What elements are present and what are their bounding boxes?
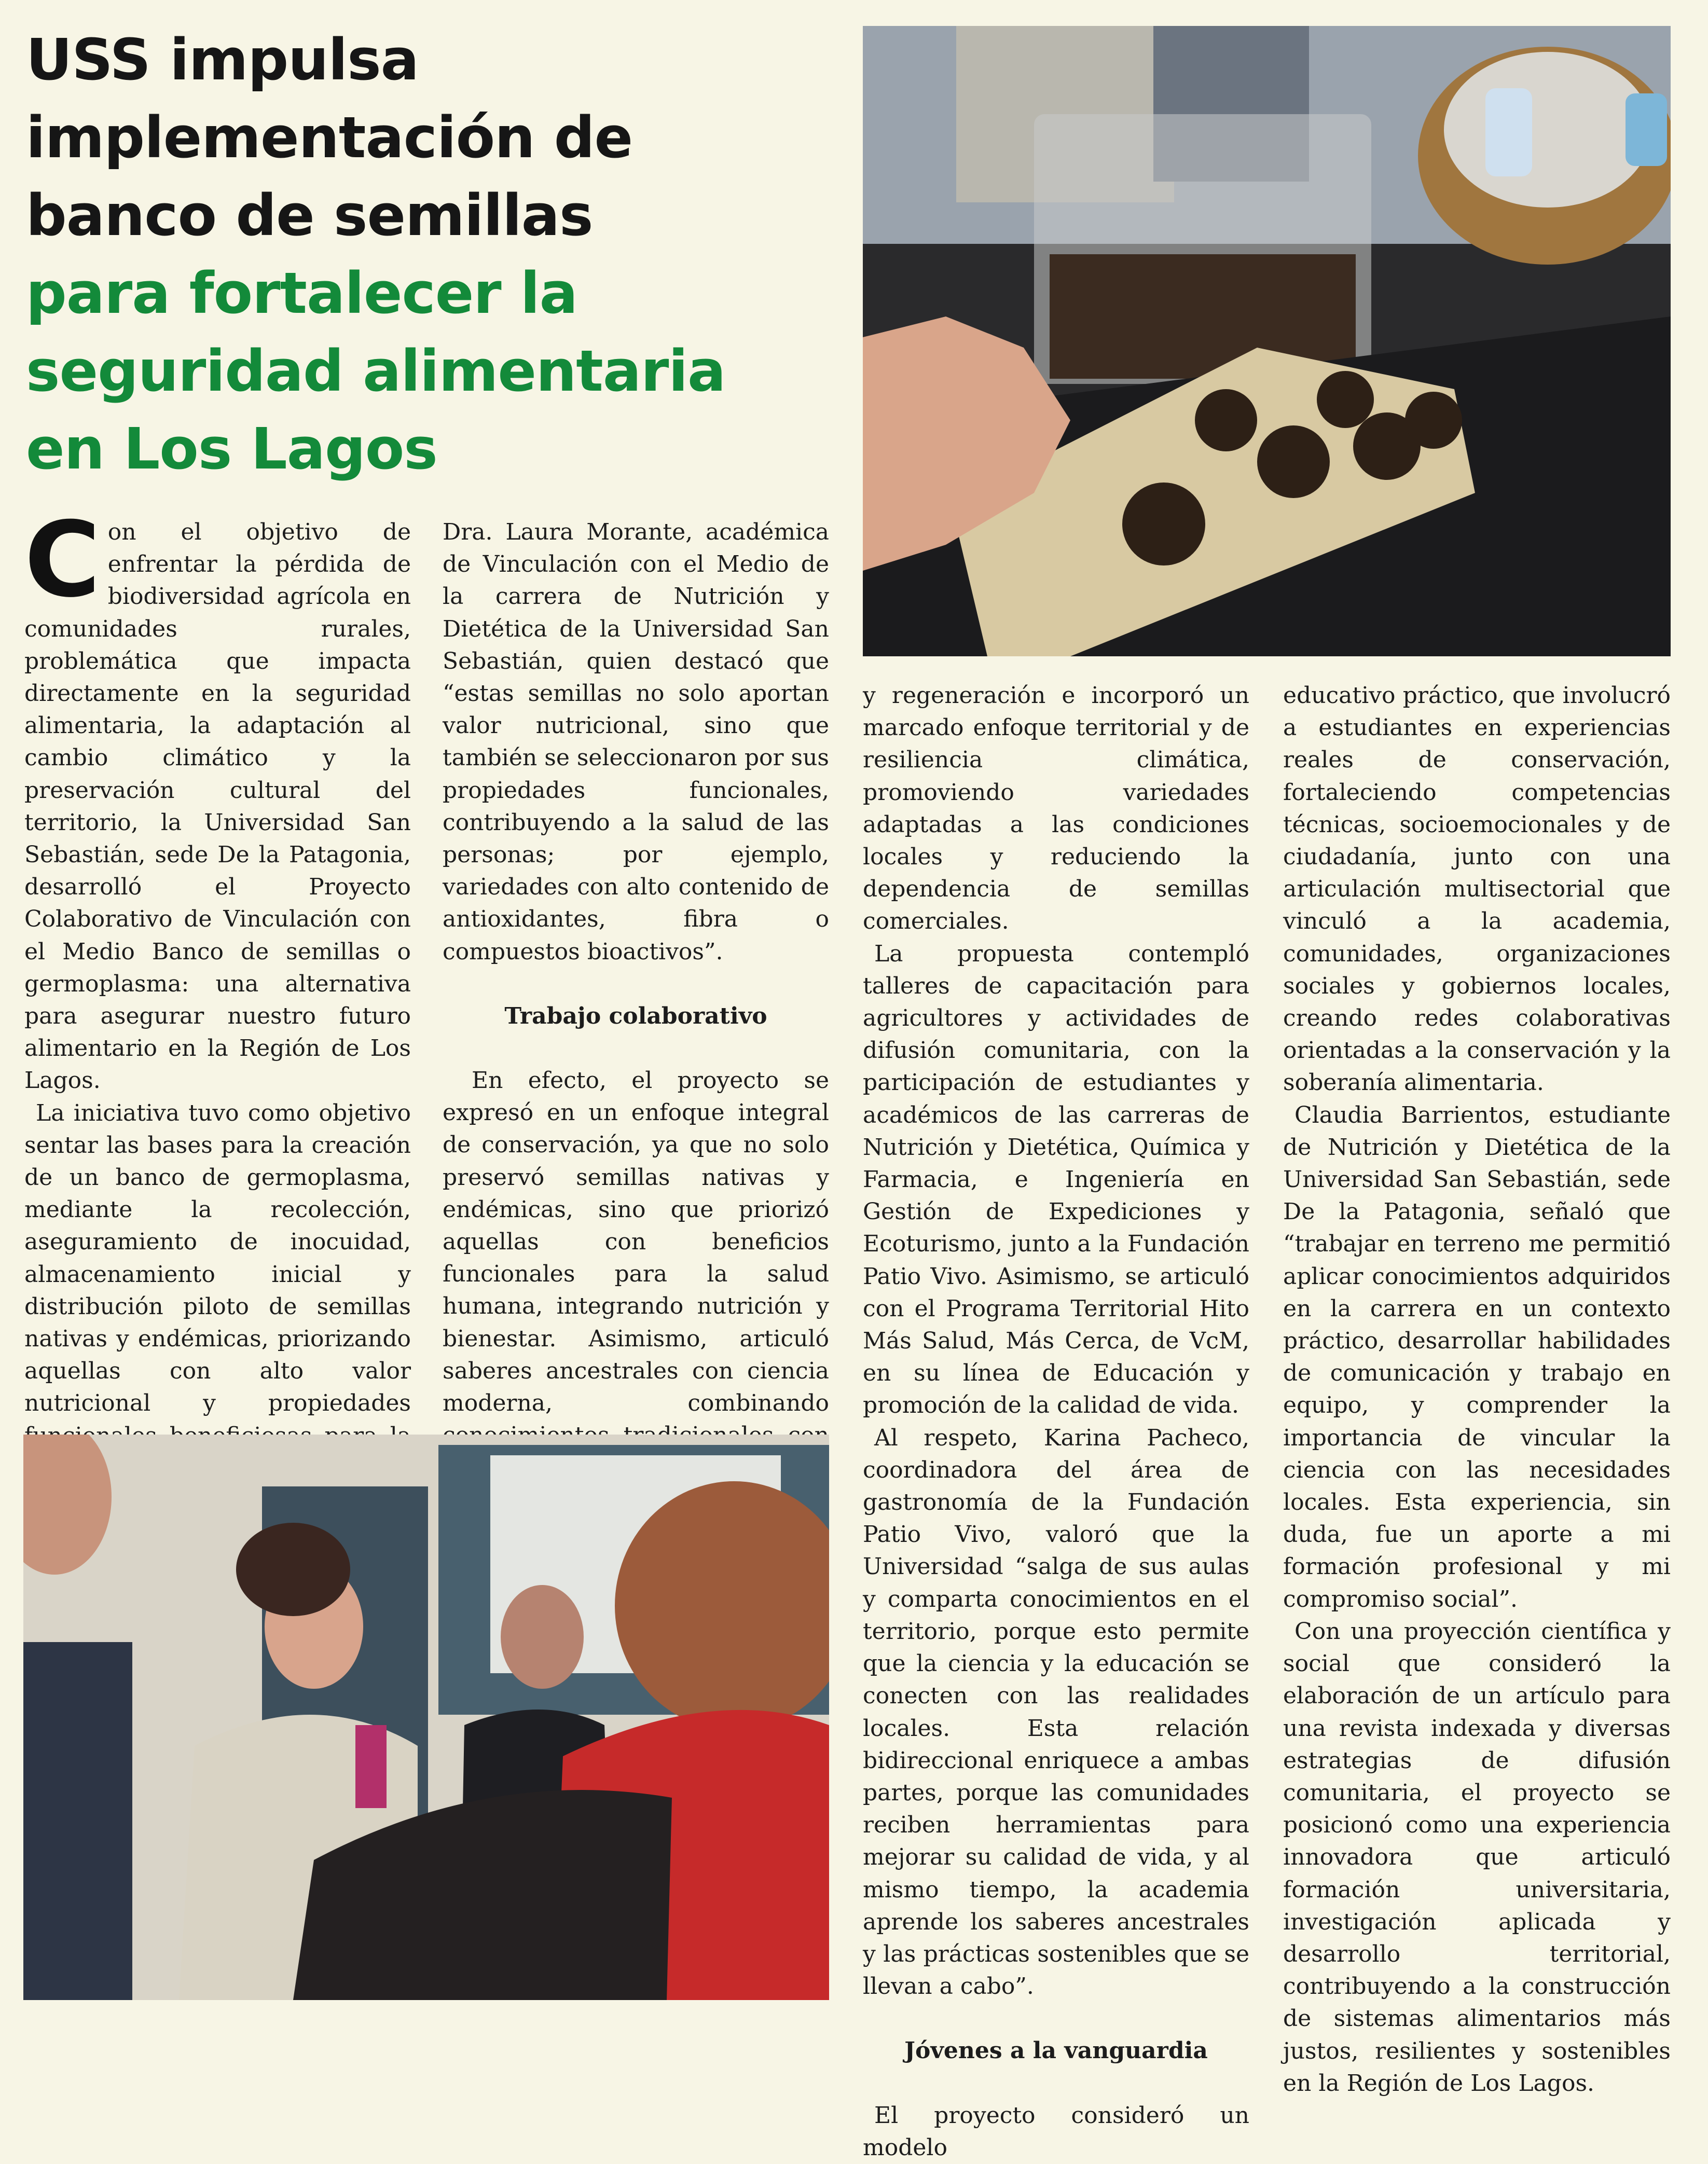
headline-line-4: para fortalecer la: [26, 260, 577, 326]
headline-line-1: USS impulsa: [26, 26, 419, 93]
headline: [26, 21, 856, 488]
col1-paragraph-2: La iniciativa tuvo como objetivo sentar las bases para la creación de un banco de germoplasma, mediante la recolección, aseguramiento de inocuidad, almacenamiento inicial y distribución piloto de semillas nativas y endémicas, priorizando aquellas con alto valor nutricional y propiedades: [24, 1099, 411, 1417]
col2-paragraph-1: Dra. Laura Morante, académica de Vinculación con el Medio de la carrera de Nutrición y Dietética de la Universidad San Sebastián, quien destacó que “estas semillas no solo aportan valor nutricional, sino que también se seleccionaron por sus propiedades funcionales, contribuyendo a la salud de las personas; por ejemplo, variedades con alto contenido de antioxidantes, fibra o compuestos bioactivos”.: [443, 519, 830, 965]
subhead-jovenes-vanguardia: Jóvenes a la vanguardia: [904, 2037, 1208, 2064]
col4-paragraph-2: Claudia Barrientos, estudiante de Nutrición y Dietética de la Universidad San Sebastián, sede De la Patagonia, señaló que “trabajar en terreno me permitió aplicar conocimientos adquiridos en la carrera en un contexto práctico, desarrollar habilidades de comunicación y trabajo en equipo, y comprender la importancia de vincular la ciencia con las necesidades locales. Esta experiencia, sin duda, fue un aporte a mi formación profesional y mi compromiso social”.: [1283, 1101, 1671, 1612]
col3-paragraph-3: Al respeto, Karina Pacheco, coordinadora del área de gastronomía de la Fundación Patio Vivo, valoró que la Universidad “salga de sus aulas y comparta conocimientos en el territorio, porque esto permite que la ciencia y la educación se conecten con las realidades locales. Esta relación bidireccional enriquece a ambas partes, porque las comunidades reciben herramientas para mejorar su calidad de vida, y al mismo tiempo, la academia aprende los saberes ancestrales y las prácticas sostenibles que se llevan a cabo”.: [863, 1424, 1249, 2000]
col1-paragraph-1: on el objetivo de enfrentar la pérdida de biodiversidad agrícola en comunidades rurales, problemática que impacta directamente en la seguridad alimentaria, la adaptación al cambio climático y la preservación cultural del territorio, la Universidad San Sebastián, sede De la Patagonia, desarrolló el Proyecto Colaborativo de Vinculación con el Medio Banco de semillas o germoplasma: una alternativa para asegurar nuestro futuro alimentario en la Región de Los Lagos.: [24, 519, 411, 1094]
subhead-trabajo-colaborativo: Trabajo colaborativo: [504, 1002, 767, 1029]
seed-balls-photo: [863, 26, 1671, 656]
headline-line-5: seguridad alimentaria: [26, 338, 726, 404]
col4-paragraph-1: educativo práctico, que involucró a estudiantes en experiencias reales de conservación, fortaleciendo competencias técnicas, socioemocionales y de ciudadanía, junto con una articulación multisectorial que vinculó a la academia, comunidades, organizaciones sociales y gobiernos locales, creando redes colaborativas orientadas a la conservación y la soberanía alimentaria.: [1283, 682, 1671, 1096]
col3-paragraph-4: El proyecto consideró un modelo: [863, 2102, 1249, 2161]
col3-paragraph-2: La propuesta contempló talleres de capacitación para agricultores y actividades de difusión comunitaria, con la participación de estudiantes y académicos de las carreras de Nutrición y Dietética, Química y Farmacia, e Ingeniería en Gestión de Expediciones y Ecoturismo, junto a la Fundación Patio Vivo. Asimismo, se articuló con el Programa Territorial Hito Más Salud, Más Cerca, de VcM, en su línea de Educación y promoción de la calidad de vida.: [863, 940, 1249, 1419]
workshop-group-photo: [23, 1435, 829, 2000]
headline-line-3: banco de semillas: [26, 182, 593, 249]
col3-paragraph-1: y regeneración e incorporó un marcado enfoque territorial y de resiliencia climática, promoviendo variedades adaptadas a las condiciones locales y reduciendo la dependencia de semillas comerciales.: [863, 682, 1249, 935]
drop-cap: C: [24, 500, 101, 621]
col4-paragraph-3: Con una proyección científica y social que consideró la elaboración de un artículo para una revista indexada y diversas estrategias de difusión comunitaria, el proyecto se posicionó como una experiencia innovadora que articuló formación universitaria, investigación aplicada y desarrollo territorial, contribuyendo a la construcción de sistemas alimentarios más justos, resilientes y sostenibles en la Región de Los Lagos.: [1283, 1618, 1671, 2097]
article-column-2: [443, 516, 829, 1517]
article-column-4: [1283, 680, 1671, 2100]
headline-line-6: en Los Lagos: [26, 416, 437, 482]
headline-line-2: implementación de: [26, 104, 633, 171]
article-column-3: [863, 680, 1249, 2164]
col2-paragraph-2: En efecto, el proyecto se expresó en un enfoque integral de conservación, ya que no solo preservó semillas nativas y endémicas, sino que priorizó aquellas con beneficios funcionales para la salud humana, integrando nutrición y bienestar. Asimismo, articuló saberes ancestrales con ciencia moderna, combinando: [443, 1067, 829, 1417]
article-column-1: [24, 500, 411, 1517]
